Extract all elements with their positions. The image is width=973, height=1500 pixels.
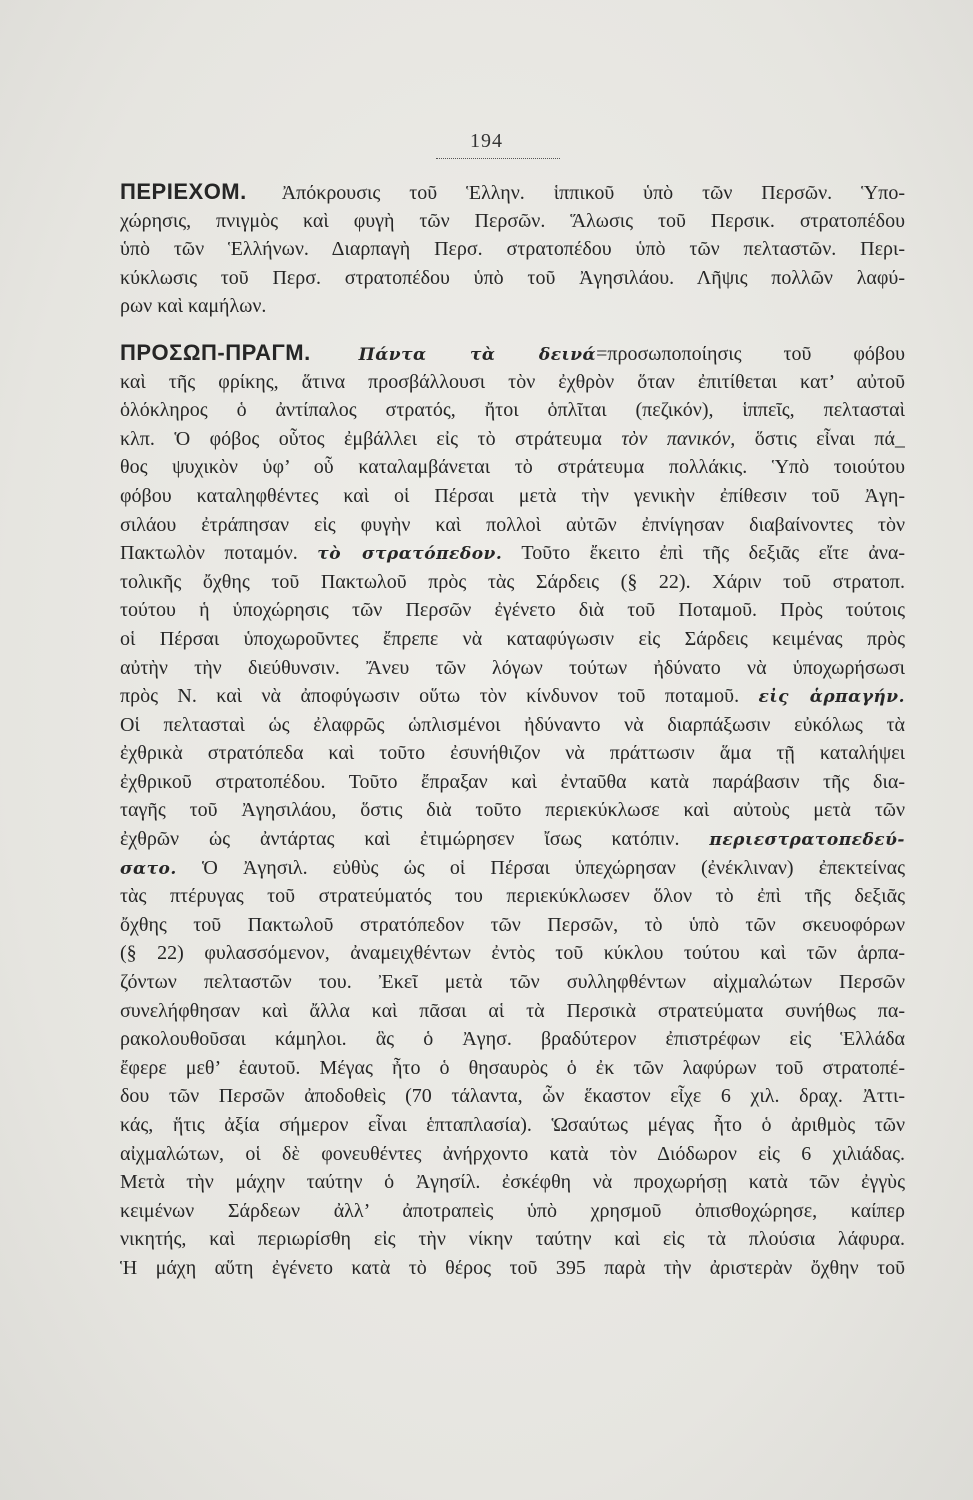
text-span: Ὁ Ἀγησιλ. εὐθὺς ὡς οἱ Πέρσαι ὑπεχώρησαν (ἐνέκλιναν) ἐπεκτείνας — [201, 856, 905, 879]
section-gap — [120, 321, 905, 339]
text-line — [120, 825, 905, 854]
text-line: συνελήφθησαν καὶ ἄλλα καὶ πᾶσαι αἱ τὰ Περσικὰ στρατεύματα συνήθως πα- — [120, 999, 905, 1022]
text-line: φόβου καταληφθέντες καὶ οἱ Πέρσαι μετὰ τὴν γενικὴν ἐπίθεσιν τοῦ Ἀγη- — [120, 484, 905, 507]
text-line: (§ 22) φυλασσόμενον, ἀναμειχθέντων ἐντὸς τοῦ κύκλου τούτου καὶ τῶν ἁρπα- — [120, 942, 905, 965]
text-line: τολικῆς ὄχθης τοῦ Πακτωλοῦ πρὸς τὰς Σάρδεις (§ 22). Χάριν τοῦ στρατοπ. — [120, 570, 905, 593]
text-span: ὅστις εἶναι πά_ — [754, 427, 905, 450]
text-span: ἐχθρῶν ὡς ἀντάρτας καὶ ἐτιμώρησεν ἴσως κατόπιν. — [120, 828, 680, 851]
text-line: ὑπὸ τῶν Ἑλλήνων. Διαρπαγὴ Περσ. στρατοπέδου ὑπὸ τῶν πελταστῶν. Περι- — [120, 238, 905, 261]
glossary-term: σατο. — [120, 858, 177, 879]
text-line: σιλάου ἐτράπησαν εἰς φυγὴν καὶ πολλοὶ αὐτῶν ἐπνίγησαν διαβαίνοντες τὸν — [120, 513, 905, 536]
text-line: ὄχθης τοῦ Πακτωλοῦ στρατόπεδον τῶν Περσῶν, τὸ ὑπὸ τῶν σκευοφόρων — [120, 913, 905, 936]
text-line: χώρησις, πνιγμὸς καὶ φυγὴ τῶν Περσῶν. Ἅλωσις τοῦ Περσικ. στρατοπέδου — [120, 209, 905, 232]
text-line: αὐτὴν τὴν διεύθυνσιν. Ἄνευ τῶν λόγων τούτων ἠδύνατο νὰ ὑποχωρήσωσι — [120, 656, 905, 679]
text-line — [120, 425, 905, 454]
contents-text: Ἀπόκρουσις τοῦ Ἑλλην. ἱππικοῦ ὑπὸ τῶν Περσῶν. Ὑπο- — [281, 182, 905, 204]
page-body — [120, 178, 905, 1283]
text-line: ρακολουθοῦσαι κάμηλοι. ἃς ὁ Ἀγησ. βραδύτερον ἐπιστρέφων εἰς Ἑλλάδα — [120, 1028, 905, 1051]
italic-phrase: τὸν πανικόν, — [621, 427, 736, 450]
text-line: ἔφερε μεθ’ ἑαυτοῦ. Μέγας ἦτο ὁ θησαυρὸς ὁ ἐκ τῶν λαφύρων τοῦ στρατοπέ- — [120, 1056, 905, 1079]
text-line: κάς, ἥτις ἀξία σήμερον εἶναι ἑπταπλασία). Ὡσαύτως μέγας ἦτο ὁ ἀριθμὸς τῶν — [120, 1114, 905, 1136]
text-line — [120, 682, 905, 711]
glossary-term: περιεστρατοπεδεύ- — [709, 830, 905, 851]
text-line: αἰχμαλώτων, οἱ δὲ φονευθέντες ἀνήρχοντο κατὰ τὸν Διόδωρον εἰς 6 χιλιάδας. — [120, 1142, 905, 1165]
text-line: τούτου ἡ ὑποχώρησις τῶν Περσῶν ἐγένετο διὰ τοῦ Ποταμοῦ. Πρὸς τούτοις — [120, 599, 905, 622]
glossary-term: τὸ στρατόπεδον. — [317, 544, 503, 565]
text-line: ἐχθρικὰ στρατόπεδα καὶ τοῦτο ἐσυνήθιζον νὰ πράττωσιν ἅμα τῇ καταλήψει — [120, 742, 905, 765]
text-line: θος ψυχικὸν ὑφ’ οὗ καταλαμβάνεται τὸ στράτευμα πολλάκις. Ὑπὸ τοιούτου — [120, 456, 905, 479]
text-line: ὁλόκληρος ὁ ἀντίπαλος στρατός, ἤτοι ὁπλῖται (πεζικόν), ἱππεῖς, πελτασταὶ — [120, 399, 905, 422]
text-line: κειμένων Σάρδεων ἀλλ’ ἀποτραπεὶς ὑπὸ χρησμοῦ ὀπισθοχώρησε, καίπερ — [120, 1199, 905, 1222]
text-line: καὶ τῆς φρίκης, ἅτινα προσβάλλουσι τὸν ἐχθρὸν ὅταν ἐπιτίθεται κατ’ αὐτοῦ — [120, 370, 905, 393]
text-line: Οἱ πελτασταὶ ὡς ἐλαφρῶς ὡπλισμένοι ἠδύναντο νὰ διαρπάξωσιν εὐκόλως τὰ — [120, 713, 905, 736]
text-line: οἱ Πέρσαι ὑποχωροῦντες ἔπρεπε νὰ καταφύγωσιν εἰς Σάρδεις κειμένας πρὸς — [120, 627, 905, 650]
glossary-term: Πάντα τὰ δεινά — [358, 344, 597, 365]
page-number: 194 — [470, 130, 503, 152]
glossary-term: εἰς ἁρπαγήν. — [758, 687, 905, 708]
persons-facts-heading: ΠΡΟΣΩΠ-ΠΡΑΓΜ. — [120, 339, 311, 365]
text-span: =προσωποποίησις τοῦ φόβου — [596, 342, 905, 365]
page-number-rule — [436, 158, 560, 159]
text-line: ζόντων πελταστῶν του. Ἐκεῖ μετὰ τῶν συλληφθέντων αἰχμαλώτων Περσῶν — [120, 971, 905, 994]
text-line: ἐχθρικοῦ στρατοπέδου. Τοῦτο ἔπραξαν καὶ ἐνταῦθα κατὰ παράβασιν τῆς δια- — [120, 770, 905, 793]
text-span: Τοῦτο ἔκειτο ἐπὶ τῆς δεξιᾶς εἴτε ἀνα- — [521, 542, 905, 565]
text-line: δου τῶν Περσῶν ἀποδοθεὶς (70 τάλαντα, ὧν ἕκαστον εἶχε 6 χιλ. δραχ. Ἀττι- — [120, 1085, 905, 1108]
text-line — [120, 178, 905, 207]
text-line: Ἡ μάχη αὕτη ἐγένετο κατὰ τὸ θέρος τοῦ 395 παρὰ τὴν ἀριστερὰν ὄχθην τοῦ — [120, 1256, 905, 1279]
text-span: Πακτωλὸν ποταμόν. — [120, 542, 298, 565]
text-line: τὰς πτέρυγας τοῦ στρατεύματός του περιεκύκλωσεν ὅλον τὸ ἐπὶ τῆς δεξιᾶς — [120, 885, 905, 908]
text-span: κλπ. Ὁ φόβος οὗτος ἐμβάλλει εἰς τὸ στράτευμα — [120, 427, 602, 450]
text-line: ρων καὶ καμήλων. — [120, 295, 267, 318]
text-line — [120, 339, 905, 368]
text-line — [120, 854, 905, 883]
text-line: ταγῆς τοῦ Ἀγησιλάου, ὅστις διὰ τοῦτο περιεκύκλωσε καὶ αὐτοὺς μετὰ τῶν — [120, 799, 905, 822]
text-span: πρὸς Ν. καὶ νὰ ἀποφύγωσιν οὕτω τὸν κίνδυνον τοῦ ποταμοῦ. — [120, 685, 740, 708]
text-line — [120, 539, 905, 568]
text-line: κύκλωσις τοῦ Περσ. στρατοπέδου ὑπὸ τοῦ Ἀγησιλάου. Λῆψις πολλῶν λαφύ- — [120, 266, 905, 289]
text-line: νικητής, καὶ περιωρίσθη εἰς τὴν νίκην ταύτην καὶ εἰς τὰ πλούσια λάφυρα. — [120, 1228, 905, 1251]
contents-heading: ΠΕΡΙΕΧΟΜ. — [120, 179, 247, 204]
text-line: Μετὰ τὴν μάχην ταύτην ὁ Ἀγησίλ. ἐσκέφθη νὰ προχωρήσῃ κατὰ τῶν ἐγγὺς — [120, 1171, 905, 1194]
